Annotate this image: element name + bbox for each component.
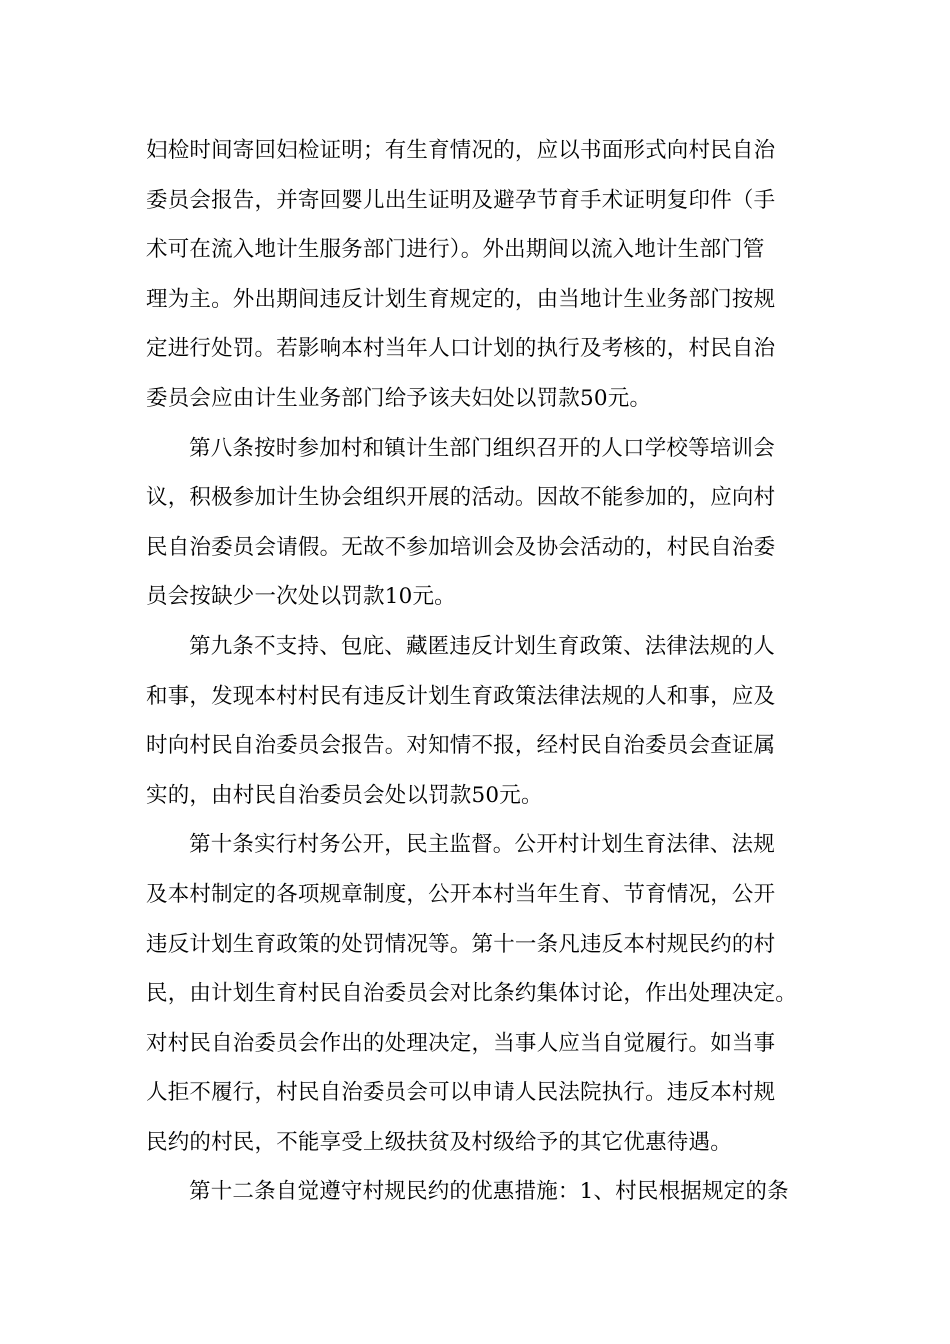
text-line-article-8: 第八条按时参加村和镇计生部门组织召开的人口学校等培训会 (189, 435, 775, 461)
text-line: 妇检时间寄回妇检证明；有生育情况的，应以书面形式向村民自治 (146, 138, 776, 163)
text-line-article-12: 第十二条自觉遵守村规民约的优惠措施：1、村民根据规定的条 (189, 1179, 789, 1205)
text-line: 人拒不履行，村民自治委员会可以申请人民法院执行。违反本村规 (146, 1080, 776, 1106)
text-line: 实的，由村民自治委员会处以罚款50元。 (146, 782, 543, 808)
text-line-article-10: 第十条实行村务公开，民主监督。公开村计划生育法律、法规 (189, 832, 775, 858)
text-line: 民，由计划生育村民自治委员会对比条约集体讨论，作出处理决定。 (146, 981, 798, 1007)
text-line: 定进行处罚。若影响本村当年人口计划的执行及考核的，村民自治 (146, 336, 776, 362)
text-line: 违反计划生育政策的处罚情况等。第十一条凡违反本村规民约的村 (146, 931, 776, 957)
text-line: 议，积极参加计生协会组织开展的活动。因故不能参加的，应向村 (146, 485, 776, 511)
text-line: 委员会应由计生业务部门给予该夫妇处以罚款50元。 (146, 385, 652, 411)
text-line: 对村民自治委员会作出的处理决定，当事人应当自觉履行。如当事 (146, 1030, 776, 1056)
text-line: 理为主。外出期间违反计划生育规定的，由当地计生业务部门按规 (146, 286, 776, 312)
document-body (146, 126, 806, 1217)
text-line: 民约的村民，不能享受上级扶贫及村级给予的其它优惠待遇。 (146, 1129, 732, 1155)
text-line: 委员会报告，并寄回婴儿出生证明及避孕节育手术证明复印件（手 (146, 187, 776, 213)
text-line: 术可在流入地计生服务部门进行）。外出期间以流入地计生部门管 (146, 237, 765, 263)
text-line: 民自治委员会请假。无故不参加培训会及协会活动的，村民自治委 (146, 534, 776, 560)
text-line: 和事，发现本村村民有违反计划生育政策法律法规的人和事，应及 (146, 683, 776, 709)
text-line: 及本村制定的各项规章制度，公开本村当年生育、节育情况，公开 (146, 881, 776, 907)
text-line-article-9: 第九条不支持、包庇、藏匿违反计划生育政策、法律法规的人 (189, 633, 775, 659)
text-line: 时向村民自治委员会报告。对知情不报，经村民自治委员会查证属 (146, 733, 776, 759)
text-line: 员会按缺少一次处以罚款10元。 (146, 584, 456, 610)
